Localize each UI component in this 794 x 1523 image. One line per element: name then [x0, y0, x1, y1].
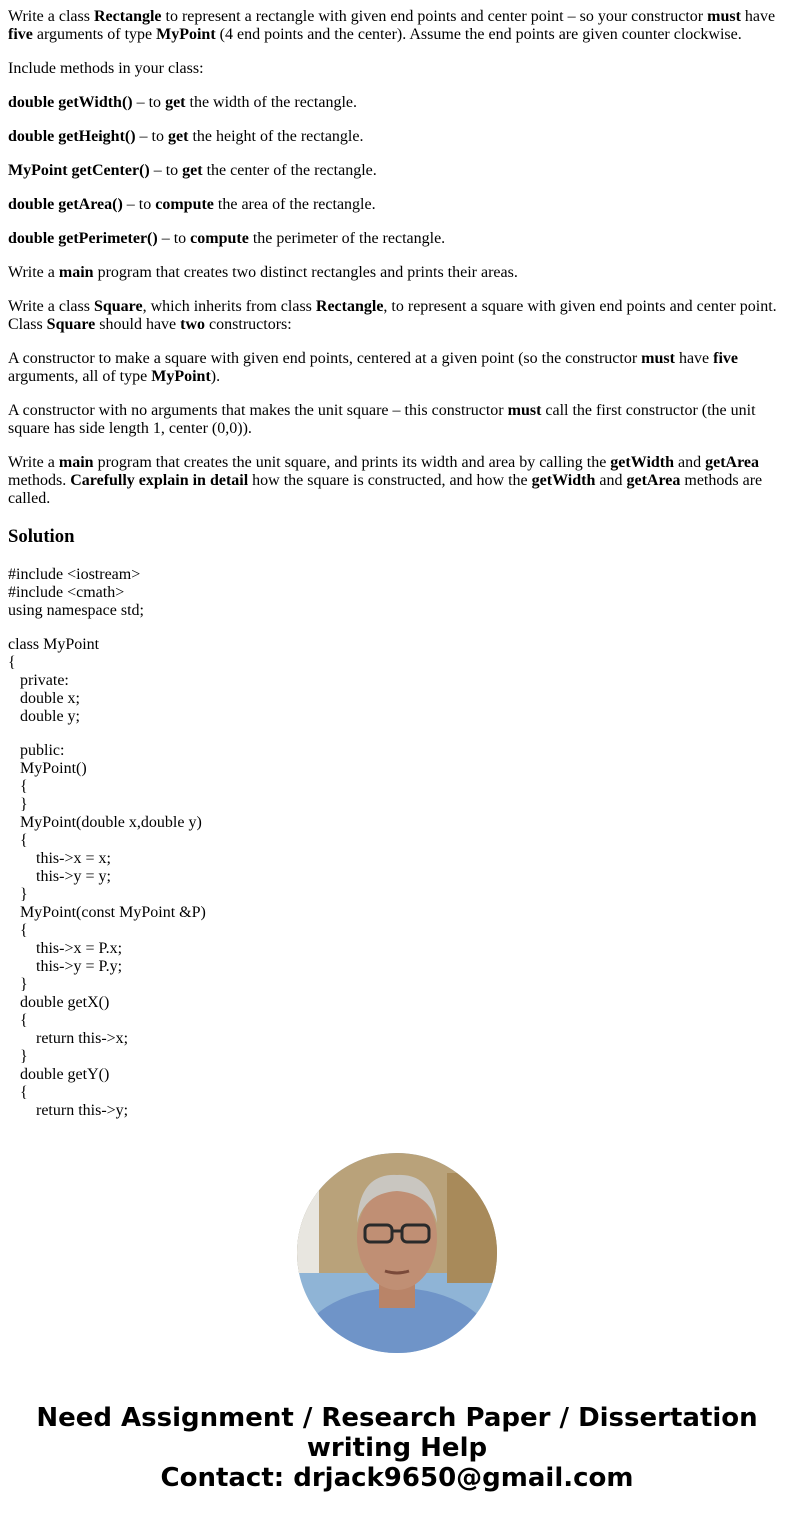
code-line: #include <iostream> [8, 566, 141, 583]
text-segment: A constructor with no arguments that makes the unit square – this constructor [8, 402, 508, 419]
code-line: return this->y; [8, 1102, 129, 1119]
text-segment: – to [135, 128, 168, 145]
text-segment: , which inherits from class [142, 298, 316, 315]
bold-term: getWidth [531, 472, 596, 489]
text-segment: A constructor to make a square with given end points, centered at a given point (so the constructor [8, 350, 642, 367]
text-segment: methods are called. [8, 472, 763, 507]
code-line: } [8, 796, 28, 813]
bold-term: getArea [705, 454, 760, 471]
text-segment: Write a class [8, 298, 94, 315]
bold-term: main [58, 264, 94, 281]
solution-heading: Solution [8, 526, 75, 547]
bold-term: getArea [626, 472, 681, 489]
question-paragraph [8, 60, 786, 78]
bold-term: Square [46, 316, 96, 333]
code-line: this->y = P.y; [8, 958, 123, 975]
bold-term: Rectangle [93, 8, 162, 25]
text-segment: methods. [8, 472, 71, 489]
banner-line-2: writing Help [306, 1433, 488, 1463]
code-line: double getY() [8, 1066, 110, 1083]
text-segment: to represent a rectangle with given end points and center point – so your constructor [161, 8, 708, 25]
bold-term: getWidth [610, 454, 675, 471]
code-line: { [8, 832, 28, 849]
text-segment: the height of the rectangle. [188, 128, 364, 145]
text-segment: have [674, 350, 714, 367]
text-segment: program that creates the unit square, and prints its width and area by calling the [93, 454, 611, 471]
bold-term: get [182, 162, 203, 179]
question-paragraph [8, 162, 786, 180]
text-segment: Write a [8, 454, 59, 471]
contact-banner [0, 1403, 794, 1493]
code-line: double x; [8, 690, 80, 707]
bold-term: MyPoint getCenter() [8, 162, 150, 179]
bold-term: five [713, 350, 739, 367]
bold-term: double getPerimeter() [8, 230, 158, 247]
text-segment: constructors: [205, 316, 292, 333]
text-segment: Write a [8, 264, 59, 281]
text-segment: and [674, 454, 706, 471]
text-segment: the center of the rectangle. [202, 162, 377, 179]
bold-term: Rectangle [315, 298, 384, 315]
question-paragraph [8, 196, 786, 214]
code-line: } [8, 976, 28, 993]
bold-term: Square [93, 298, 143, 315]
question-paragraph [8, 402, 786, 438]
bold-term: two [180, 316, 206, 333]
code-line: } [8, 1048, 28, 1065]
code-line: { [8, 1084, 28, 1101]
text-segment: ). [210, 368, 221, 385]
bold-term: MyPoint [151, 368, 211, 385]
code-line: { [8, 922, 28, 939]
text-segment: should have [95, 316, 181, 333]
text-segment: (4 end points and the center). Assume the end points are given counter clockwise. [215, 26, 742, 43]
code-line: private: [8, 672, 69, 689]
text-segment: arguments, all of type [8, 368, 152, 385]
code-line: #include <cmath> [8, 584, 125, 601]
bold-term: must [507, 402, 542, 419]
bold-term: double getWidth() [8, 94, 133, 111]
text-segment: – to [149, 162, 183, 179]
question-paragraph [8, 8, 786, 44]
text-segment: Include methods in your class: [8, 60, 204, 77]
person-portrait-icon [297, 1153, 497, 1353]
code-line: { [8, 654, 16, 671]
text-segment: Write a class [8, 8, 94, 25]
bold-term: must [641, 350, 675, 367]
text-segment: the area of the rectangle. [213, 196, 376, 213]
text-segment: and [595, 472, 627, 489]
question-paragraph [8, 94, 786, 112]
bold-term: double getArea() [8, 196, 123, 213]
bold-term: compute [155, 196, 214, 213]
code-line: this->x = P.x; [8, 940, 123, 957]
code-block [8, 636, 786, 726]
bold-term: Carefully explain in detail [70, 472, 249, 489]
question-paragraph [8, 298, 786, 334]
code-block [8, 742, 786, 1120]
banner-line-1: Need Assignment / Research Paper / Dissertation [36, 1403, 758, 1433]
code-line: this->y = y; [8, 868, 111, 885]
question-paragraph [8, 454, 786, 508]
text-segment: arguments of type [32, 26, 157, 43]
text-segment: the width of the rectangle. [185, 94, 357, 111]
code-line: MyPoint(const MyPoint &P) [8, 904, 206, 921]
code-line: { [8, 1012, 28, 1029]
text-segment: , to represent a square with given end points and center point. Class [8, 298, 777, 333]
bold-term: compute [190, 230, 249, 247]
code-line: return this->x; [8, 1030, 129, 1047]
text-segment: – to [132, 94, 166, 111]
document-body [8, 8, 786, 1136]
text-segment: have [740, 8, 776, 25]
question-text [8, 8, 786, 508]
code-line: class MyPoint [8, 636, 100, 653]
text-segment: how the square is constructed, and how the [248, 472, 532, 489]
code-line: public: [8, 742, 65, 759]
question-paragraph [8, 128, 786, 146]
code-line: MyPoint() [8, 760, 87, 777]
question-paragraph [8, 230, 786, 248]
bold-term: double getHeight() [8, 128, 136, 145]
bold-term: must [707, 8, 741, 25]
code-line: this->x = x; [8, 850, 111, 867]
text-segment: – to [157, 230, 191, 247]
question-paragraph [8, 264, 786, 282]
text-segment: the perimeter of the rectangle. [248, 230, 446, 247]
text-segment: – to [122, 196, 156, 213]
bold-term: get [168, 128, 189, 145]
bold-term: MyPoint [156, 26, 216, 43]
text-segment: call the first constructor (the unit square has side length 1, center (0,0)). [8, 402, 756, 437]
code-block [8, 566, 786, 620]
code-line: double getX() [8, 994, 110, 1011]
banner-contact: Contact: drjack9650@gmail.com [160, 1463, 634, 1493]
code-line: { [8, 778, 28, 795]
code-line: MyPoint(double x,double y) [8, 814, 202, 831]
bold-term: get [165, 94, 186, 111]
bold-term: five [8, 26, 33, 43]
bold-term: main [58, 454, 94, 471]
question-paragraph [8, 350, 786, 386]
code-line: using namespace std; [8, 602, 144, 619]
code-line: } [8, 886, 28, 903]
code-line: double y; [8, 708, 80, 725]
author-photo [297, 1153, 497, 1353]
code-listing [8, 566, 786, 1120]
text-segment: program that creates two distinct rectangles and prints their areas. [93, 264, 518, 281]
